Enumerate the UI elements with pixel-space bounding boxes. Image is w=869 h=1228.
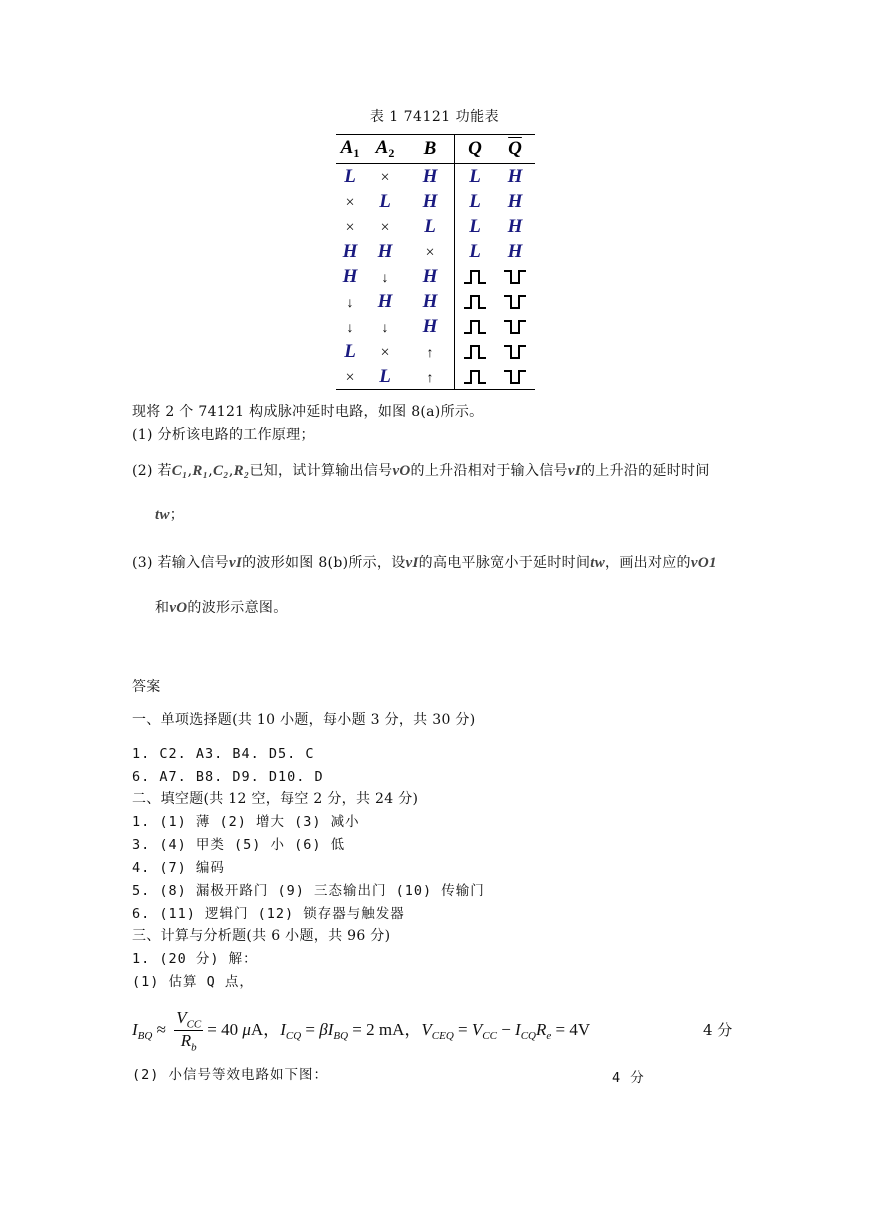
logic-level: H: [507, 165, 523, 187]
logic-level: H: [507, 215, 523, 237]
table-cell: [495, 339, 535, 364]
header-b: B: [423, 138, 437, 159]
q3-end: ，画出对应的: [605, 555, 691, 571]
negative-pulse-icon: [503, 293, 527, 311]
table-body: [336, 164, 535, 390]
table-cell: [406, 164, 455, 190]
table-cell: [336, 239, 364, 264]
logic-level: L: [424, 215, 436, 237]
logic-level: L: [379, 365, 391, 387]
positive-pulse-icon: [463, 293, 487, 311]
var-vi: vI: [405, 555, 419, 571]
table-cell: [364, 264, 406, 289]
table-cell: [495, 289, 535, 314]
falling-edge-icon: ↓: [381, 320, 389, 336]
var-c1: C₁: [171, 463, 188, 479]
table-row: [336, 364, 535, 390]
fill-answer-3: 3. (4) 甲类 (5) 小 (6) 低: [132, 837, 346, 853]
logic-level: L: [469, 215, 481, 237]
table-cell: [455, 314, 496, 339]
logic-level: H: [422, 190, 438, 212]
falling-edge-icon: ↓: [346, 295, 354, 311]
question-3-cont: [155, 599, 288, 617]
function-table: [336, 134, 535, 390]
logic-level: L: [469, 190, 481, 212]
var-tw: tw: [590, 555, 606, 571]
logic-level: L: [344, 340, 356, 362]
q3-tail: 的波形示意图。: [187, 600, 288, 616]
table-cell: [364, 289, 406, 314]
table-row: [336, 264, 535, 289]
header-a2: $A_2$: [375, 137, 395, 160]
table-cell: [336, 214, 364, 239]
table-cell: [336, 164, 364, 190]
table-cell: [455, 339, 496, 364]
table-cell: [406, 214, 455, 239]
table-row: [336, 339, 535, 364]
rising-edge-icon: ↑: [426, 370, 434, 386]
header-q: Q: [455, 135, 496, 164]
dont-care-mark: ×: [380, 343, 390, 361]
logic-level: L: [469, 240, 481, 262]
table-cell: [495, 239, 535, 264]
table-cell: [364, 364, 406, 390]
table-cell: [406, 289, 455, 314]
answers-section-3: 三、计算与分析题(共 6 小题，共 96 分): [132, 928, 391, 944]
table-cell: [455, 364, 496, 390]
logic-level: H: [507, 240, 523, 262]
var-vo: vO: [392, 463, 411, 479]
q3-prefix: (3) 若输入信号: [132, 555, 229, 571]
table-cell: [406, 339, 455, 364]
logic-level: H: [342, 265, 358, 287]
logic-level: L: [469, 165, 481, 187]
fill-answer-4: 4. (7) 编码: [132, 860, 225, 876]
fill-answer-5: 5. (8) 漏极开路门 (9) 三态输出门 (10) 传输门: [132, 883, 485, 899]
question-2-cont: [155, 506, 184, 524]
table-cell: [495, 364, 535, 390]
table-cell: [406, 189, 455, 214]
var-tw: tw: [155, 507, 170, 523]
table-cell: [336, 289, 364, 314]
positive-pulse-icon: [463, 368, 487, 386]
var-vi: vI: [567, 463, 581, 479]
var-r2: R₂: [233, 463, 250, 479]
table-cell: [455, 239, 496, 264]
fill-answer-1: 1. (1) 薄 (2) 增大 (3) 减小: [132, 814, 360, 830]
table-cell: [336, 189, 364, 214]
question-2: (2) 若C₁,R₁,C₂,R₂已知，试计算输出信号vO的上升沿相对于输入信号vI的上升沿的延时时间: [132, 463, 710, 479]
table-cell: [364, 314, 406, 339]
q3-mid: 的波形如图 8(b)所示，设: [242, 555, 406, 571]
logic-level: H: [377, 240, 393, 262]
var-r1: R₁: [192, 463, 209, 479]
answers-section-1: 一、单项选择题(共 10 小题，每小题 3 分，共 30 分): [132, 712, 476, 728]
falling-edge-icon: ↓: [346, 320, 354, 336]
rising-edge-icon: ↑: [426, 345, 434, 361]
negative-pulse-icon: [503, 268, 527, 286]
logic-level: L: [344, 165, 356, 187]
var-vi: vI: [228, 555, 243, 571]
q2-prefix: (2) 若: [132, 463, 172, 479]
table-row: [336, 289, 535, 314]
answers-choice-line-2: 6. A7. B8. D9. D10. D: [132, 769, 324, 785]
question-intro: 现将 2 个 74121 构成脉冲延时电路，如图 8(a)所示。: [132, 404, 484, 420]
q2-mid2: 的上升沿相对于输入信号: [410, 463, 568, 479]
table-row: [336, 214, 535, 239]
logic-level: H: [422, 290, 438, 312]
q3-mid2: 的高电平脉宽小于延时时间: [418, 555, 591, 571]
table-cell: [455, 289, 496, 314]
table-cell: [336, 339, 364, 364]
table-cell: [336, 314, 364, 339]
q2-mid: 已知，试计算输出信号: [249, 463, 393, 479]
table-cell: [406, 314, 455, 339]
dont-care-mark: ×: [345, 193, 355, 211]
formula-score: 4 分: [703, 1021, 733, 1039]
calc-answer-1a: (1) 估算 Q 点，: [132, 974, 254, 990]
dont-care-mark: ×: [380, 168, 390, 186]
q2-end: 的上升沿的延时时间: [580, 463, 710, 479]
falling-edge-icon: ↓: [381, 270, 389, 286]
q3-and: 和: [155, 600, 170, 616]
table-cell: [336, 264, 364, 289]
var-c2: C₂: [213, 463, 229, 479]
table-cell: [364, 164, 406, 190]
table-cell: [406, 239, 455, 264]
negative-pulse-icon: [503, 368, 527, 386]
table-row: [336, 239, 535, 264]
dont-care-mark: ×: [345, 218, 355, 236]
logic-level: H: [422, 315, 438, 337]
table-cell: [495, 264, 535, 289]
table-caption: 表 1 74121 功能表: [369, 109, 500, 125]
var-vo1: vO1: [690, 555, 717, 571]
table-cell: [495, 214, 535, 239]
table-cell: [455, 189, 496, 214]
table-cell: [495, 189, 535, 214]
logic-level: H: [422, 165, 438, 187]
dont-care-mark: ×: [345, 368, 355, 386]
table-row: [336, 314, 535, 339]
table-cell: [364, 239, 406, 264]
logic-level: H: [377, 290, 393, 312]
table-cell: [495, 164, 535, 190]
table-cell: [455, 214, 496, 239]
table-cell: [364, 189, 406, 214]
table-row: [336, 189, 535, 214]
table-cell: [336, 364, 364, 390]
table-cell: [364, 214, 406, 239]
table-cell: [406, 264, 455, 289]
calc-answer-1b-score: 4 分: [612, 1070, 645, 1086]
header-q-bar: $\overline{Q}$: [508, 138, 522, 159]
question-1: (1) 分析该电路的工作原理；: [132, 427, 315, 443]
answers-choice-line-1: 1. C2. A3. B4. D5. C: [132, 746, 315, 762]
logic-level: H: [507, 190, 523, 212]
calc-answer-1: 1. (20 分) 解：: [132, 951, 258, 967]
table-cell: [495, 314, 535, 339]
negative-pulse-icon: [503, 318, 527, 336]
table-cell: [406, 364, 455, 390]
answers-title: 答案: [132, 679, 161, 695]
header-a1: $A_1$: [340, 137, 360, 160]
positive-pulse-icon: [463, 268, 487, 286]
q-point-formula: $I_{BQ}$ ≈ $\frac{V_{CC}}{R_b}$ = 40 μA，$I_{CQ} = \beta I_{BQ} = 2$ mA，$V_{CEQ} = V_{CC} - I_{CQ}R_e = 4V$: [132, 1008, 591, 1054]
negative-pulse-icon: [503, 343, 527, 361]
table-cell: [455, 164, 496, 190]
table-row: [336, 164, 535, 190]
calc-answer-1b: (2) 小信号等效电路如下图：: [132, 1067, 329, 1083]
logic-level: L: [379, 190, 391, 212]
fill-answer-6: 6. (11) 逻辑门 (12) 锁存器与触发器: [132, 906, 405, 922]
var-vo: vO: [169, 600, 188, 616]
table-header-row: [336, 135, 535, 164]
table-cell: [364, 339, 406, 364]
logic-level: H: [342, 240, 358, 262]
q2-tail: ；: [169, 507, 185, 523]
positive-pulse-icon: [463, 343, 487, 361]
question-3: [132, 554, 717, 572]
table-cell: [455, 264, 496, 289]
dont-care-mark: ×: [380, 218, 390, 236]
answers-section-2: 二、填空题(共 12 空，每空 2 分，共 24 分): [132, 791, 419, 807]
positive-pulse-icon: [463, 318, 487, 336]
logic-level: H: [422, 265, 438, 287]
dont-care-mark: ×: [425, 243, 435, 261]
